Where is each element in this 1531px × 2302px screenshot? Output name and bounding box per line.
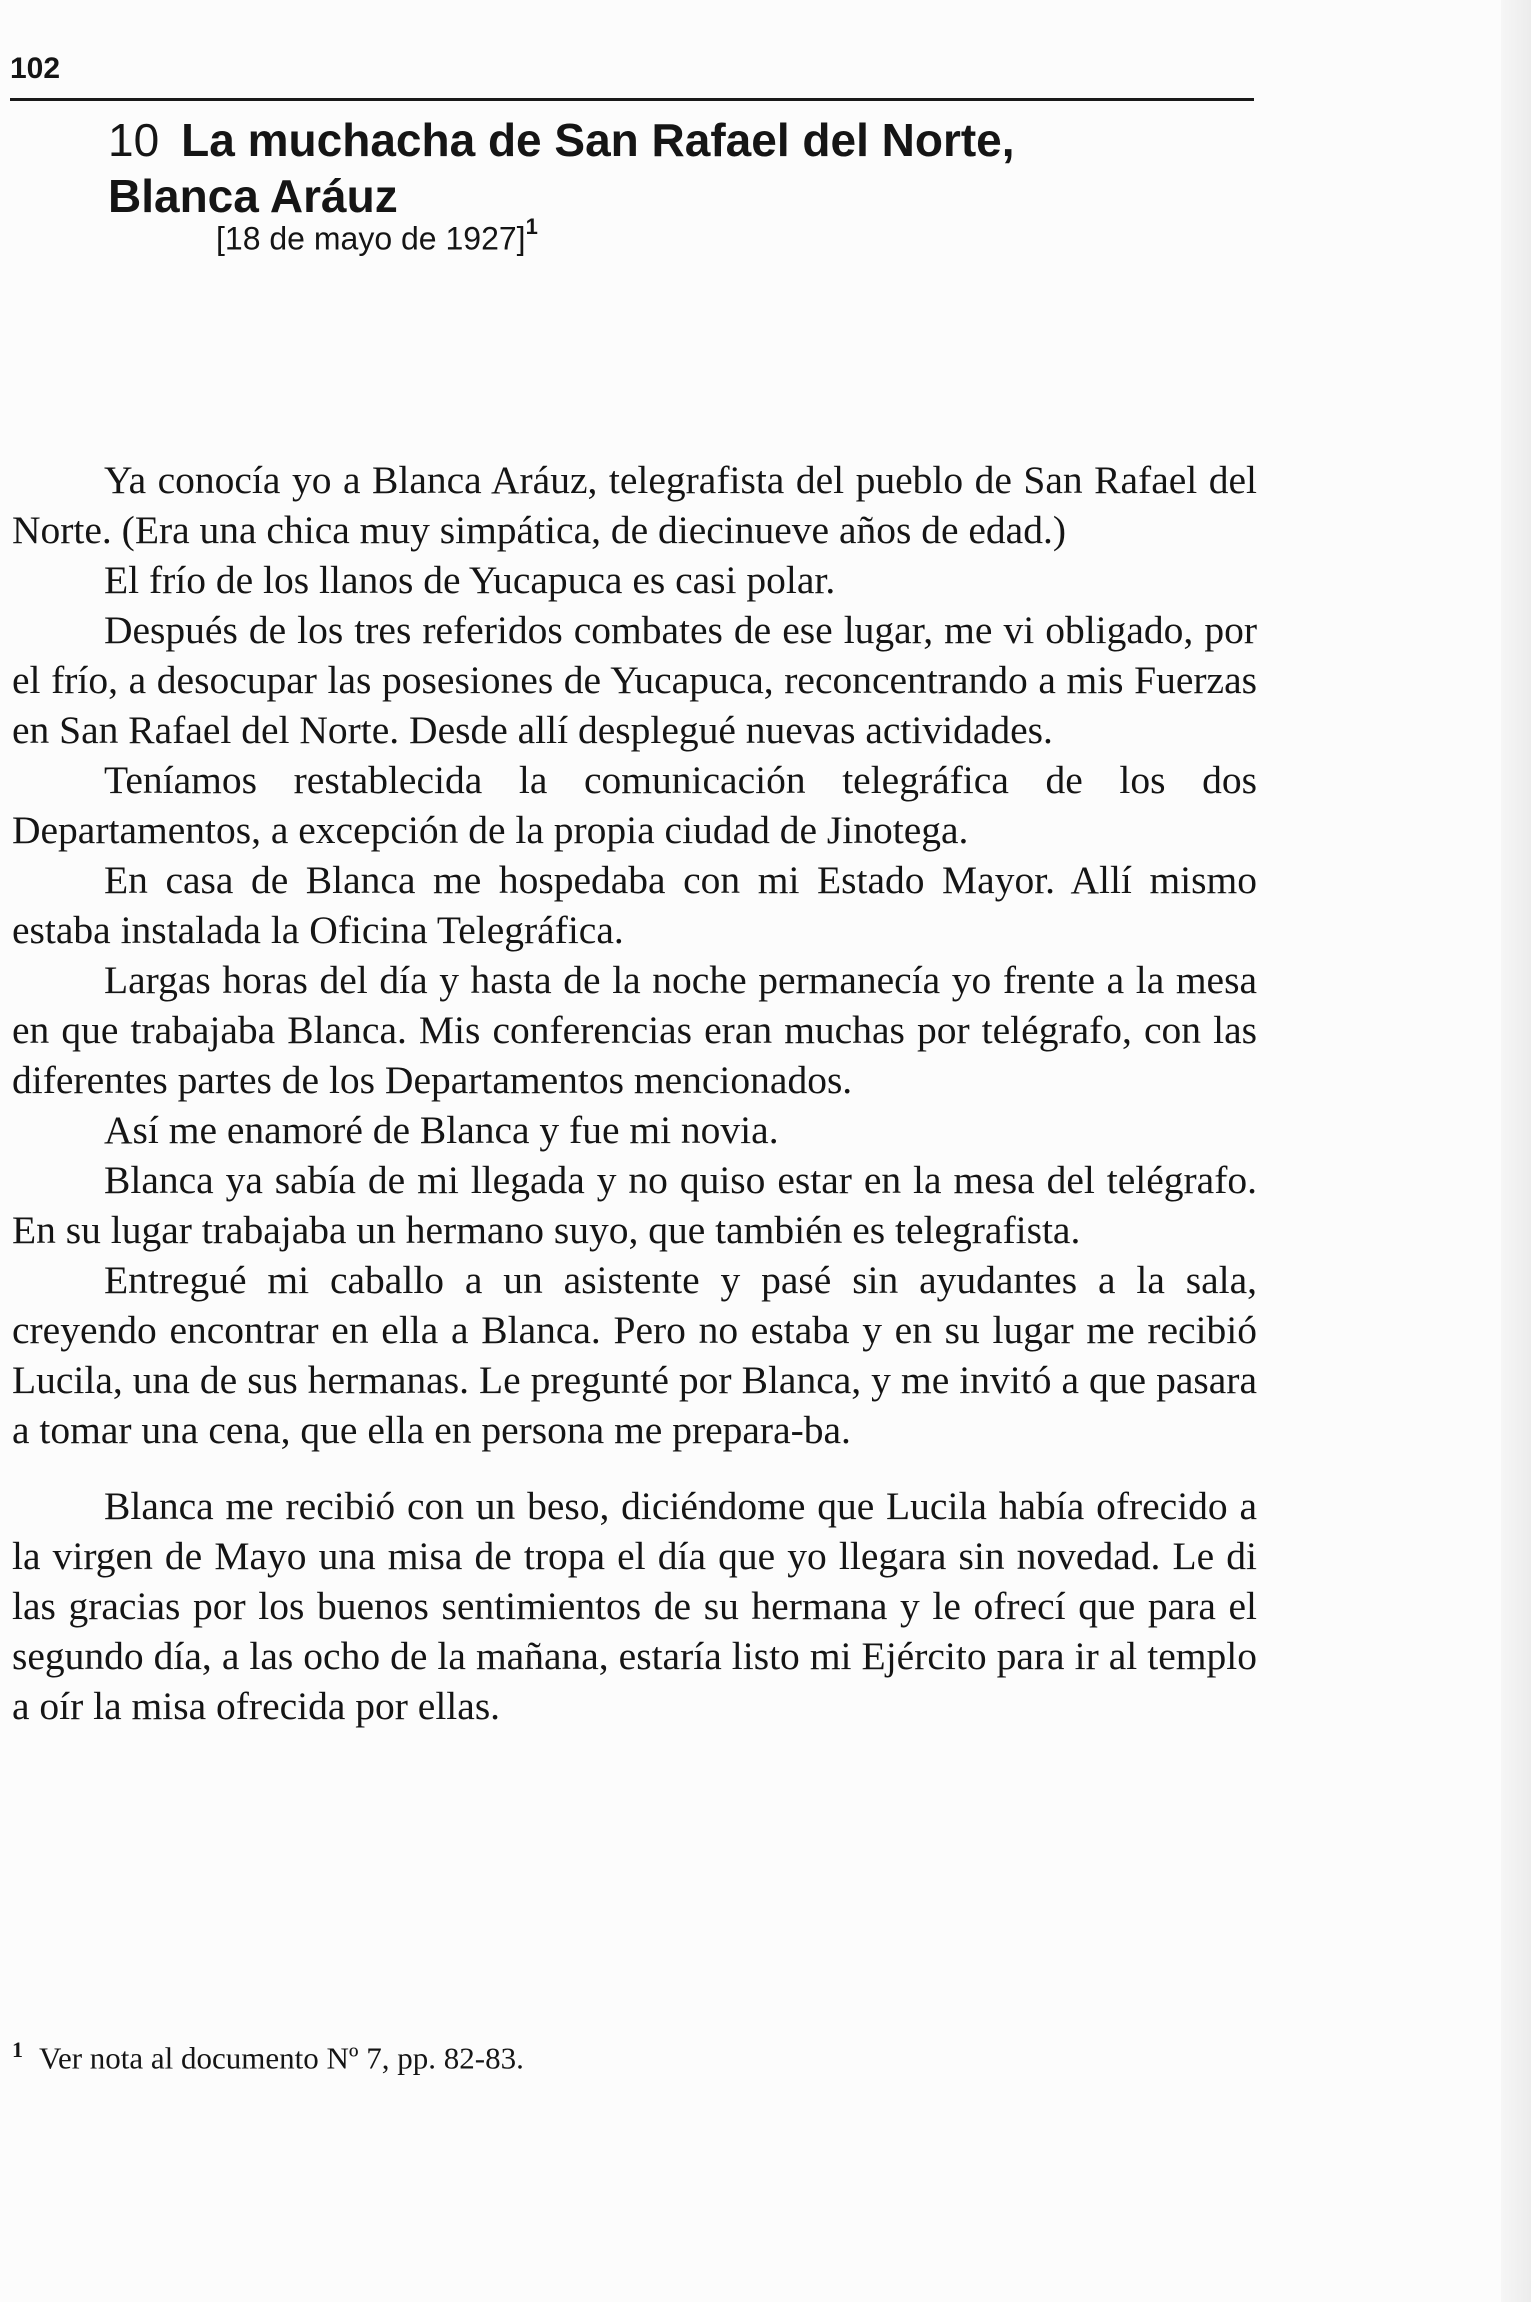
chapter-title-text: La muchacha de San Rafael del Norte, — [181, 114, 1015, 166]
paragraph: En casa de Blanca me hospedaba con mi Estado Mayor. Allí mismo estaba instalada la Oficina Telegráfica. — [12, 858, 1257, 952]
page-edge-shadow — [1501, 0, 1531, 2302]
paragraph: Teníamos restablecida la comunicación telegráfica de los dos Departamentos, a excepción de la propia ciudad de Jinotega. — [12, 758, 1257, 852]
footnote-reference: 1 — [525, 214, 538, 239]
footnote — [12, 2030, 1212, 2078]
body-text — [12, 455, 1257, 1731]
page-number: 102 — [10, 52, 61, 85]
footnote-text: Ver nota al documento Nº 7, pp. 82-83. — [39, 2040, 524, 2076]
chapter-title-line-2: Blanca Aráuz — [108, 170, 398, 222]
paragraph: Blanca me recibió con un beso, diciéndome que Lucila había ofrecido a la virgen de Mayo una misa de tropa el día que yo llegara sin novedad. Le di las gracias por los buenos sentimientos de su hermana y le ofrecí que para el segundo día, a las ocho de la mañana, estaría listo mi Ejército para ir al templo a oír la misa ofrecida por ellas. — [12, 1484, 1257, 1728]
paragraph: Así me enamoré de Blanca y fue mi novia. — [104, 1108, 779, 1152]
footnote-marker: 1 — [12, 2037, 23, 2062]
chapter-number: 10 — [108, 114, 160, 166]
chapter-title-line-1 — [108, 112, 1248, 168]
paragraph: Después de los tres referidos combates de ese lugar, me vi obligado, por el frío, a desocupar las posesiones de Yucapuca, reconcentrando a mis Fuerzas en San Rafael del Norte. Desde allí desplegué nuevas actividades. — [12, 608, 1257, 752]
paragraph: Entregué mi caballo a un asistente y pasé sin ayudantes a la sala, creyendo encontrar en ella a Blanca. Pero no estaba y en su lugar me recibió Lucila, una de sus hermanas. Le pregunté por Blanca, y me invitó a que pasara a tomar una cena, que ella en persona me prepara-ba. — [12, 1258, 1257, 1452]
paragraph: El frío de los llanos de Yucapuca es casi polar. — [104, 558, 836, 602]
paragraph: Largas horas del día y hasta de la noche permanecía yo frente a la mesa en que trabajaba Blanca. Mis conferencias eran muchas por telégrafo, con las diferentes partes de los Departamentos mencionados. — [12, 958, 1257, 1102]
header-rule — [10, 98, 1254, 101]
chapter-date — [216, 214, 538, 258]
chapter-date-text: [18 de mayo de 1927] — [216, 220, 526, 257]
paragraph: Blanca ya sabía de mi llegada y no quiso estar en la mesa del telégrafo. En su lugar trabajaba un hermano suyo, que también es telegrafista. — [12, 1158, 1257, 1252]
paragraph: Ya conocía yo a Blanca Aráuz, telegrafista del pueblo de San Rafael del Norte. (Era una chica muy simpática, de diecinueve años de edad.) — [12, 458, 1257, 552]
chapter-heading — [108, 112, 1248, 224]
